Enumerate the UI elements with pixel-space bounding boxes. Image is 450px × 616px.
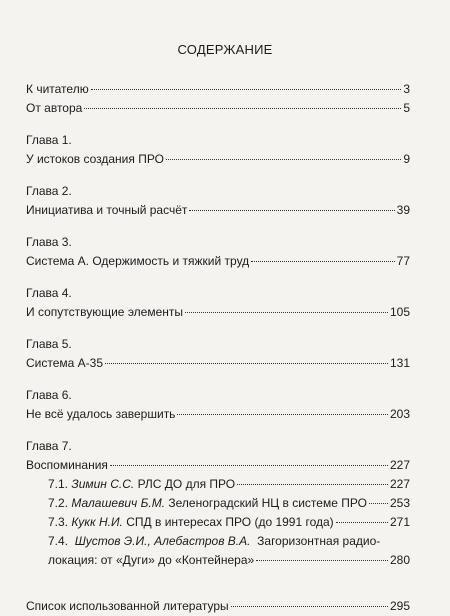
dot-leader <box>231 606 388 607</box>
chapter-5[interactable] <box>26 335 410 373</box>
dot-leader <box>185 312 388 313</box>
dot-leader <box>91 89 402 90</box>
sub-author: Зимин С.С. <box>71 477 135 491</box>
chapter-1[interactable] <box>26 131 410 169</box>
chapter-4[interactable] <box>26 284 410 322</box>
sub-number: 7.3. <box>48 515 69 529</box>
toc-entry <box>26 456 410 475</box>
entry-label: Воспоминания <box>26 458 108 472</box>
dot-leader <box>110 465 388 466</box>
dot-leader <box>166 159 401 160</box>
page-number: 39 <box>396 203 410 217</box>
toc-entry-author[interactable] <box>26 99 410 118</box>
dot-leader <box>369 503 388 504</box>
sub-number: 7.4. <box>48 534 69 548</box>
dot-leader <box>251 261 394 262</box>
chapter-6[interactable] <box>26 386 410 424</box>
page-number: 227 <box>389 477 410 491</box>
dot-leader <box>189 210 394 211</box>
chapter-heading: Глава 5. <box>26 337 72 351</box>
page-number: 5 <box>403 101 410 115</box>
toc-subentry[interactable] <box>26 532 410 570</box>
toc-entry <box>26 252 410 271</box>
entry-label: Список использованной литературы <box>26 599 229 613</box>
sub-title: РЛС ДО для ПРО <box>137 477 236 491</box>
entry-label: Система А-35 <box>26 356 104 370</box>
toc-subentry[interactable] <box>26 475 410 494</box>
entry-label: У истоков создания ПРО <box>26 152 164 166</box>
toc-entry <box>26 405 410 424</box>
page-number: 203 <box>389 407 410 421</box>
chapter-heading: Глава 2. <box>26 184 72 198</box>
toc-entry <box>26 303 410 322</box>
toc-subentry[interactable] <box>26 494 410 513</box>
page-number: 9 <box>403 152 410 166</box>
entry-label: И сопутствующие элементы <box>26 305 184 319</box>
sub-title: Загоризонтная радио- <box>257 534 381 548</box>
page-number: 253 <box>389 496 410 510</box>
chapter-heading: Глава 7. <box>26 439 72 453</box>
toc-subentry[interactable] <box>26 513 410 532</box>
page-number: 105 <box>389 305 410 319</box>
dot-leader <box>84 108 401 109</box>
dot-leader <box>256 560 388 561</box>
chapter-heading: Глава 1. <box>26 133 72 147</box>
sub-author: Малашевич Б.М. <box>71 496 166 510</box>
page-number: 280 <box>389 553 410 567</box>
sub-author: Кукк Н.И. <box>71 515 123 529</box>
sub-number: 7.1. <box>48 477 69 491</box>
toc-entry <box>26 150 410 169</box>
toc-entry <box>26 201 410 220</box>
page-title: СОДЕРЖАНИЕ <box>177 42 273 57</box>
table-of-contents <box>26 80 410 616</box>
toc-entry-bibliography[interactable] <box>26 597 410 616</box>
chapter-heading: Глава 3. <box>26 235 72 249</box>
entry-label: От автора <box>26 101 83 115</box>
dot-leader <box>177 414 388 415</box>
page-number: 3 <box>403 82 410 96</box>
sub-title-cont: локация: от «Дуги» до «Контейнера» <box>48 553 255 567</box>
entry-label: Система А. Одержимость и тяжкий труд <box>26 254 250 268</box>
chapter-2[interactable] <box>26 182 410 220</box>
sub-line-1 <box>48 532 410 551</box>
page-number: 271 <box>389 515 410 529</box>
chapter-heading: Глава 4. <box>26 286 72 300</box>
page-number: 227 <box>389 458 410 472</box>
entry-label: Не всё удалось завершить <box>26 407 176 421</box>
chapter-3[interactable] <box>26 233 410 271</box>
dot-leader <box>237 484 388 485</box>
chapter-7[interactable] <box>26 437 410 570</box>
entry-label: К читателю <box>26 82 89 96</box>
toc-entry <box>26 354 410 373</box>
page-number: 295 <box>389 599 410 613</box>
chapter-heading: Глава 6. <box>26 388 72 402</box>
toc-entry-reader[interactable] <box>26 80 410 99</box>
entry-label: Инициатива и точный расчёт <box>26 203 188 217</box>
dot-leader <box>336 522 388 523</box>
sub-line-2 <box>48 551 410 570</box>
sub-author: Шустов Э.И., Алебастров В.А. <box>74 534 251 548</box>
sub-title: СПД в интересах ПРО (до 1991 года) <box>126 515 334 529</box>
dot-leader <box>105 363 388 364</box>
sub-title: Зеленоградский НЦ в системе ПРО <box>168 496 367 510</box>
page-number: 77 <box>396 254 410 268</box>
page-number: 131 <box>389 356 410 370</box>
sub-number: 7.2. <box>48 496 69 510</box>
front-matter <box>26 80 410 118</box>
